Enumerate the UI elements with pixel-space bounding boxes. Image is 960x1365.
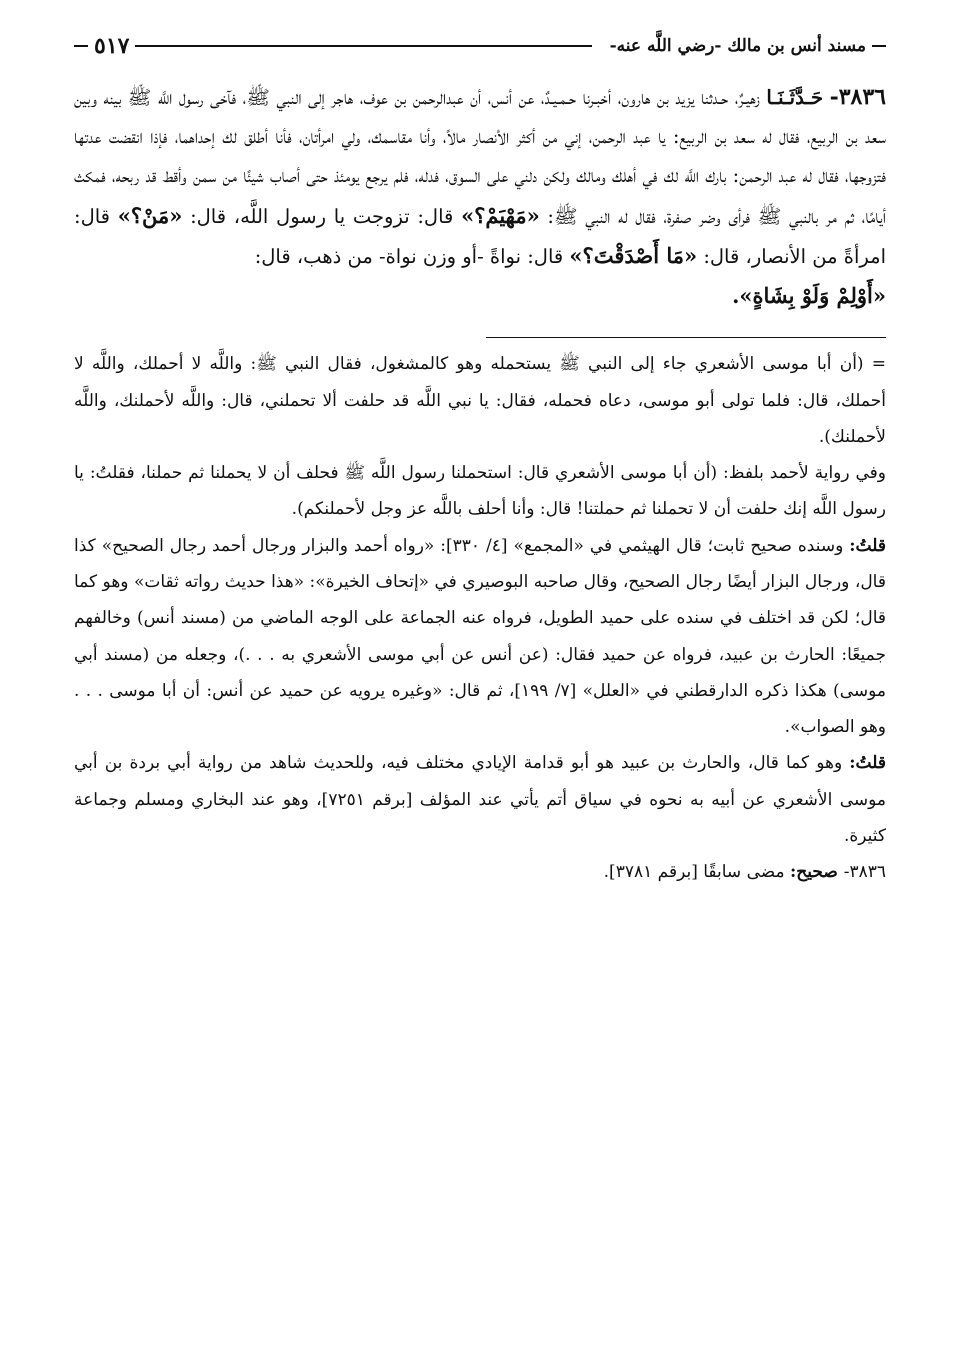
- header-rule: [135, 45, 591, 47]
- prophet-quote-3: «مَا أَصْدَقْتَ؟»: [569, 242, 698, 268]
- footnote-text: وسنده صحيح ثابت؛ قال الهيثمي في «المجمع» [٤/ ٣٣٠]: «رواه أحمد والبزار ورجال أحمد رجال الصحيح» كذا قال، ورجال البزار أيضًا رجال الصحيح، وقال صاحبه البوصيري في «إتحاف الخيرة»: «هذا حديث رواته ثقات» وهو كما قال؛ لكن قد اختلف في سنده على حميد الطويل، فرواه عنه الجماعة على الوجه الماضي من (مسند أنس) وخالفهم جميعًا: الحارث بن عبيد، فرواه عن حميد فقال: (عن أنس عن أبي موسى الأشعري به . . .)، وجعله من (مسند أبي موسى) هكذا ذكره الدارقطني في «العلل» [٧/ ١٩٩]، ثم قال: «وغيره يرويه عن حميد عن أنس: أن أبا موسى . . . وهو الصواب».: [74, 535, 886, 738]
- hadith-text-part2: قال: تزوجت يا رسول اللَّه، قال:: [182, 204, 462, 228]
- page-number: ٥١٧: [94, 33, 130, 59]
- footnote-ahmad-narration: وفي رواية لأحمد بلفظ: (أن أبا موسى الأشعري قال: استحملنا رسول اللَّه ﷺ فحلف أن لا يحملنا ثم حملنا، فقلتُ: يا رسول اللَّه إنك حلفت أن لا تحملنا ثم حملتنا! قال: وأنا أحلف باللَّه عز وجل لأحملنكم).: [74, 463, 886, 520]
- footnote-label: قلتُ:: [849, 753, 886, 774]
- running-title: مسند أنس بن مالك -رضي اللَّه عنه-: [609, 36, 866, 56]
- grading-number: ٣٨٣٦-: [843, 862, 886, 883]
- hadith-number: ٣٨٣٦-: [829, 84, 886, 110]
- book-page: [74, 26, 886, 891]
- footnotes: [74, 346, 886, 890]
- narration-opening: حَـدَّثَـنَـا: [766, 86, 824, 109]
- hadith-text-part4: قال: نواةً -أو وزن نواة- من ذهب، قال:: [254, 244, 570, 268]
- grading-label: صحيح:: [790, 862, 844, 883]
- grading-text: مضى سابقًا [برقم ٣٧٨١].: [603, 862, 790, 883]
- closing-quote: «أَوْلِمْ وَلَوْ بِشَاةٍ».: [732, 283, 886, 309]
- header-dash-right: [872, 45, 886, 47]
- page-header: [74, 26, 886, 66]
- header-dash-left: [74, 45, 88, 47]
- hadith-grading: [74, 854, 886, 890]
- footnote-label: قلتُ:: [849, 535, 886, 556]
- footnote-separator: [486, 337, 886, 338]
- hadith-text: [74, 78, 886, 315]
- footnote-commentary-1: [74, 528, 886, 746]
- footnote-text: وهو كما قال، والحارث بن عبيد هو أبو قدامة الإيادي مختلف فيه، وللحديث شاهد من رواية أبي بردة بن أبي موسى الأشعري عن أبيه به نحوه في سياق أتم يأتي عند المؤلف [برقم ٧٢٥١]، وهو عند البخاري ومسلم وجماعة كثيرة.: [74, 753, 886, 847]
- footnote-continuation: = (أن أبا موسى الأشعري جاء إلى النبي ﷺ يستحمله وهو كالمشغول، فقال النبي ﷺ: واللَّه لا أحملك، واللَّه لا أحملك، قال: فلما تولى أبو موسى، دعاه فحمله، فقال: يا نبي اللَّه قد حلفت ألا تحملني، قال: واللَّه لأحملنك، واللَّه لأحملنك).: [74, 354, 886, 447]
- prophet-quote-2: «مَنْ؟»: [117, 202, 183, 228]
- prophet-quote-1: «مَهْيَمْ؟»: [461, 202, 540, 228]
- hadith-text-part3: قال: امرأةً من الأنصار، قال:: [74, 204, 886, 268]
- footnote-commentary-2: [74, 745, 886, 854]
- hadith-text-part1: زهيـرٌ، حـدثنا يزيد بن هارون، أخبـرنا حـمـيـدٌ، عن أنس، أن عبدالرحمن بن عوف، هاجر إلى النبي ﷺ، فآخى رسول اللَّه ﷺ بينه وبين سعد بن الربيع، فقال له سعد بن الربيع: يا عبد الرحمن، إني من أكثر الأنصار مالاً، وأنا مقاسمك، ولي امرأتان، فأنا أطلق لك إحداهما، فإذا انقضت عدتها فتزوجها، فقال له عبد الرحمن: بارك اللَّه لك في أهلك ومالك ولكن دلني على السوق، فدله، فلم يرجع يومئذ حتى أصاب شيئًا من سمن وأقط قد ربحه، فمكث أيامًا، ثم مر بالنبي ﷺ فرأى وضر صفرة، فقال له النبي ﷺ:: [74, 86, 886, 228]
